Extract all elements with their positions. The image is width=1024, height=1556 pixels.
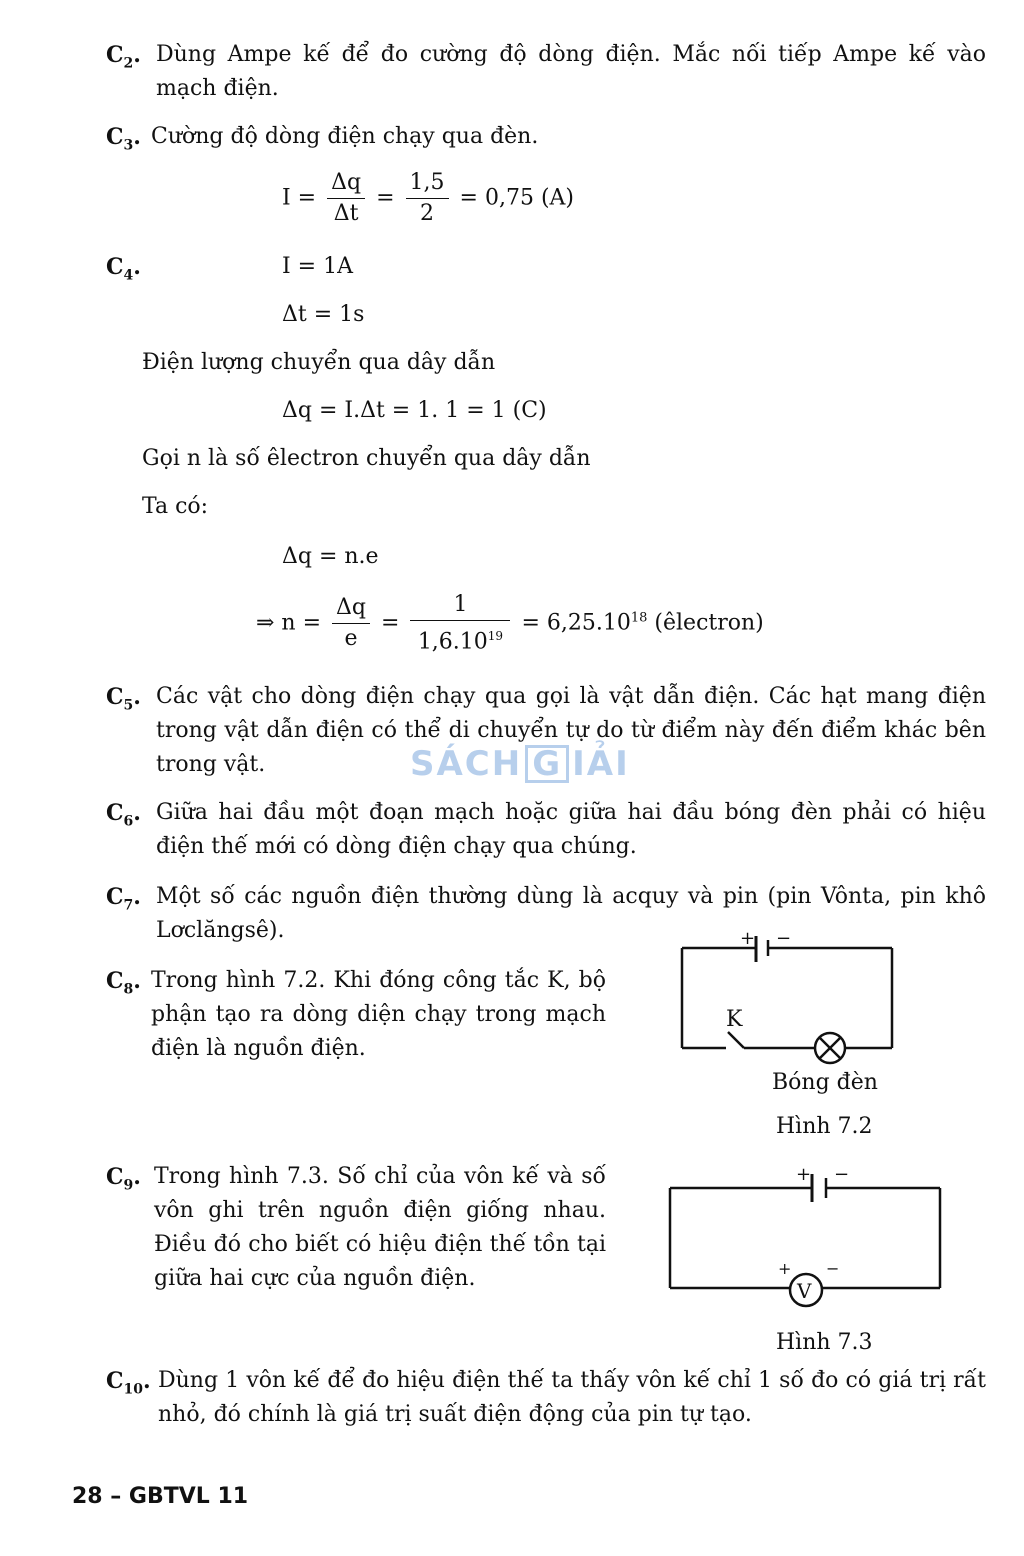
c4-text3: Ta có: (142, 494, 209, 519)
item-c6 (106, 796, 986, 864)
item-c9 (106, 1160, 606, 1296)
item-c2 (106, 38, 986, 106)
switch-label: K (726, 1007, 743, 1032)
battery-plus-label: + (740, 928, 756, 949)
page-footer: 28 – GBTVL 11 (72, 1484, 249, 1509)
c4-eq2: Δq = n.e (282, 544, 379, 569)
item-label: $C_3$. (106, 124, 141, 154)
equation-current: I = $\frac{\Delta q}{\Delta t}$ = $\frac{1,5}{2}$ = 0,75 (A) (282, 170, 575, 226)
figure-7-2-circuit (670, 926, 910, 1066)
equation-electrons: ⇒ n = $\frac{\Delta q}{e}$ = $\frac{1}{1,6.10^{19}}$ = $6,25.10^{18}$ (êlectron) (256, 592, 764, 655)
voltmeter-icon: V (797, 1279, 812, 1303)
item-text: Dùng Ampe kế để đo cường độ dòng điện. Mắc nối tiếp Ampe kế vào mạch điện. (156, 42, 986, 101)
item-text: Một số các nguồn điện thường dùng là acquy và pin (pin Vônta, pin khô Lơclăngsê). (156, 884, 986, 943)
figure-7-2-caption: Hình 7.2 (776, 1114, 873, 1139)
item-text: Cường độ dòng điện chạy qua đèn. (151, 124, 539, 149)
lamp-label: Bóng đèn (772, 1070, 878, 1095)
battery-plus-label: + (796, 1164, 812, 1185)
figure-7-3-circuit (660, 1160, 950, 1320)
voltmeter-plus-label: + (778, 1259, 792, 1278)
item-label: $C_5$. (106, 684, 141, 714)
c4-line2: Δt = 1s (282, 302, 365, 327)
item-c8 (106, 964, 606, 1066)
voltmeter-minus-label: − (826, 1259, 840, 1278)
watermark-logo: SÁCH G IẢI (410, 744, 630, 784)
item-c3 (106, 120, 986, 154)
item-text: Dùng 1 vôn kế để đo hiệu điện thế ta thấy vôn kế chỉ 1 số đo có giá trị rất nhỏ, đó chính là giá trị suất điện động của pin tự tạo. (158, 1368, 986, 1427)
item-text: Các vật cho dòng điện chạy qua gọi là vật dẫn điện. Các hạt mang điện trong vật dẫn điện có thể di chuyển tự do từ điểm này đến điểm khác bên trong vật. (156, 684, 986, 777)
battery-minus-label: − (776, 928, 792, 949)
battery-minus-label: − (834, 1164, 850, 1185)
item-label: $C_9$. (106, 1164, 141, 1194)
item-label: $C_7$. (106, 884, 141, 914)
c4-text1: Điện lượng chuyển qua dây dẫn (142, 350, 496, 375)
c4-line1: I = 1A (282, 254, 353, 279)
item-text: Giữa hai đầu một đoạn mạch hoặc giữa hai đầu bóng đèn phải có hiệu điện thế mới có dòng điện chạy qua chúng. (156, 800, 986, 859)
item-label: $C_8$. (106, 968, 141, 998)
item-label: $C_2$. (106, 42, 141, 72)
c4-text2: Gọi n là số êlectron chuyển qua dây dẫn (142, 446, 591, 471)
item-label-c4: $C_4$. (106, 254, 141, 284)
c4-eq1: Δq = I.Δt = 1. 1 = 1 (C) (282, 398, 547, 423)
item-label: $C_6$. (106, 800, 141, 830)
item-text: Trong hình 7.2. Khi đóng công tắc K, bộ phận tạo ra dòng diện chạy trong mạch điện là nguồn điện. (151, 968, 606, 1061)
item-c10 (106, 1364, 986, 1432)
item-text: Trong hình 7.3. Số chỉ của vôn kế và số vôn ghi trên nguồn điện giống nhau. Điều đó cho biết có hiệu điện thế tồn tại giữa hai cực của nguồn điện. (154, 1164, 606, 1291)
figure-7-3-caption: Hình 7.3 (776, 1330, 873, 1355)
item-label: $C_{10}$. (106, 1368, 151, 1398)
